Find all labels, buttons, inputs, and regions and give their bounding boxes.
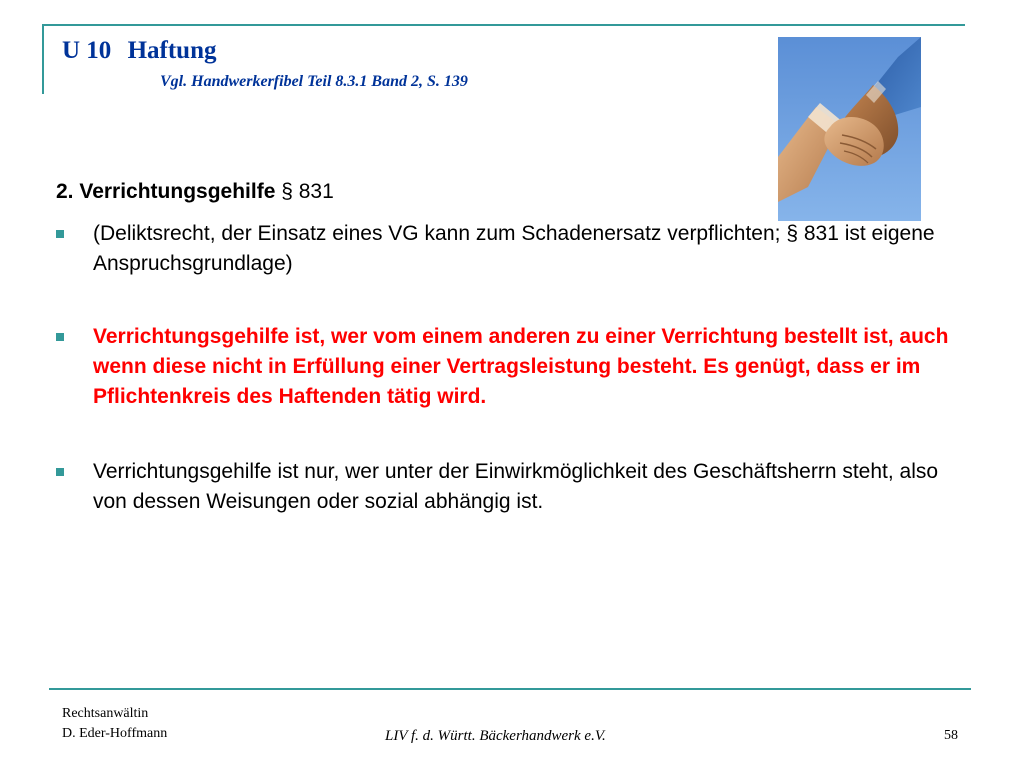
- section-heading-paragraph: § 831: [275, 180, 334, 203]
- header-rule-left: [42, 24, 44, 94]
- title-text: Haftung: [127, 37, 217, 64]
- footer-author-title: Rechtsanwältin: [62, 706, 149, 721]
- bullet-square-icon: [56, 468, 64, 476]
- section-heading-bold: 2. Verrichtungsgehilfe: [56, 180, 276, 203]
- bullet-square-icon: [56, 333, 64, 341]
- bullet-text: (Deliktsrecht, der Einsatz eines VG kann zum Schadenersatz verpflichten; § 831 ist eigene Anspruchsgrundlage): [93, 222, 935, 275]
- handshake-photo-icon: [778, 37, 921, 221]
- bullet-text-emphasis: Verrichtungsgehilfe ist, wer vom einem anderen zu einer Verrichtung bestellt ist, auch wenn diese nicht in Erfüllung einer Vertragsleistung besteht. Es genügt, dass er im Pflichtenkreis des Haftenden tätig wird.: [93, 325, 949, 408]
- section-heading: [56, 180, 334, 204]
- bullet-square-icon: [56, 230, 64, 238]
- footer-organization: LIV f. d. Württ. Bäckerhandwerk e.V.: [385, 728, 606, 744]
- page-number: 58: [944, 728, 958, 743]
- footer-author-name: D. Eder-Hoffmann: [62, 726, 168, 741]
- title-number: U 10: [62, 37, 112, 64]
- bullet-text: Verrichtungsgehilfe ist nur, wer unter der Einwirkmöglichkeit des Geschäftsherrn steht, also von dessen Weisungen oder sozial abhängig ist.: [93, 460, 939, 513]
- slide-title: [62, 37, 216, 65]
- footer-author: [62, 704, 167, 744]
- slide-subtitle: Vgl. Handwerkerfibel Teil 8.3.1 Band 2, S. 139: [160, 73, 468, 90]
- header-rule-top: [43, 24, 965, 26]
- footer-rule: [49, 688, 971, 690]
